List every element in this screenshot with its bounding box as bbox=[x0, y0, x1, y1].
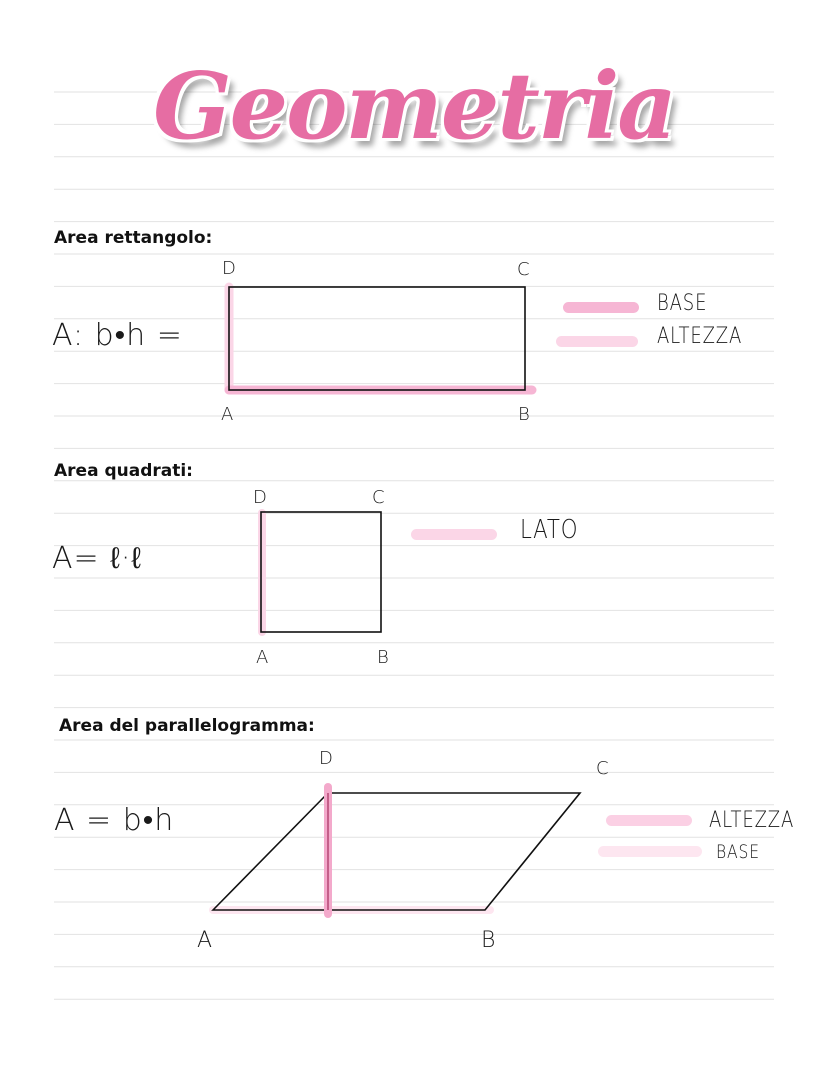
parallelogram-vertex-b: B bbox=[481, 928, 497, 953]
parallelogram-vertex-d: D bbox=[319, 748, 334, 769]
square-vertex-d: D bbox=[253, 487, 268, 508]
parallelogram-shape bbox=[213, 793, 580, 910]
rectangle-legend-height: ALTEZZA bbox=[657, 324, 743, 349]
rectangle-formula: A: b•h = bbox=[52, 318, 183, 353]
rectangle-vertex-d: D bbox=[222, 258, 237, 279]
parallelogram-formula: A = b•h bbox=[54, 803, 175, 838]
parallelogram-vertex-c: C bbox=[596, 758, 610, 779]
square-vertex-c: C bbox=[372, 487, 386, 508]
rectangle-vertex-c: C bbox=[517, 259, 531, 280]
square-heading: Area quadrati: bbox=[54, 461, 193, 481]
rectangle-heading: Area rettangolo: bbox=[54, 228, 213, 248]
square-legend-side: LATO bbox=[520, 515, 579, 545]
parallelogram-heading: Area del parallelogramma: bbox=[59, 716, 315, 736]
parallelogram-legend-height: ALTEZZA bbox=[709, 808, 795, 833]
rectangle-vertex-b: B bbox=[518, 404, 531, 425]
parallelogram-vertex-a: A bbox=[197, 928, 214, 953]
rectangle-legend-base: BASE bbox=[657, 291, 708, 316]
square-vertex-b: B bbox=[377, 647, 390, 668]
square-formula: A= ℓ·ℓ bbox=[52, 541, 143, 576]
parallelogram-base-swatch bbox=[598, 846, 702, 857]
parallelogram-height-swatch bbox=[606, 815, 692, 826]
parallelogram-legend-base: BASE bbox=[716, 841, 760, 863]
rectangle-vertex-a: A bbox=[221, 404, 235, 425]
square-vertex-a: A bbox=[256, 647, 270, 668]
page-title: Geometria bbox=[153, 52, 675, 160]
